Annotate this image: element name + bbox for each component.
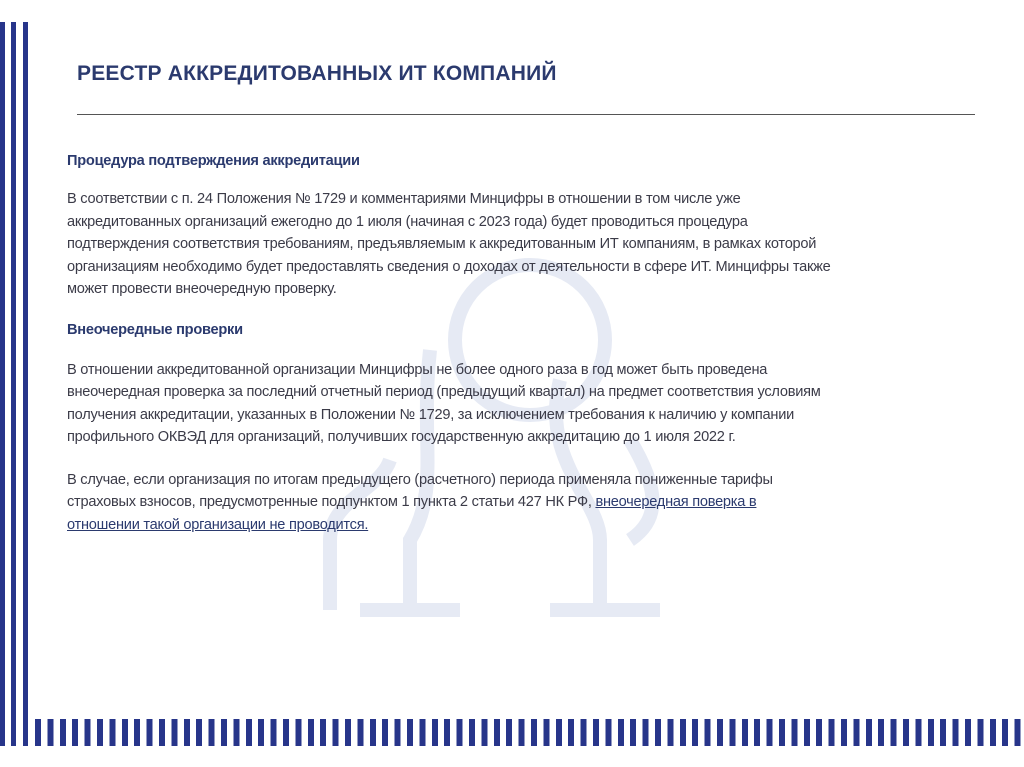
text-line: подтверждения соответствия требованиям, предъявляемым к аккредитованным ИТ компаниям, в рамках которой [67, 236, 817, 252]
text-line: В отношении аккредитованной организации Минцифры не более одного раза в год может быть проведена [67, 361, 768, 378]
text-line: внеочередная проверка за последний отчетный период (предыдущий квартал) на предмет соответствия условиям [67, 384, 821, 400]
text-line: В случае, если организация по итогам предыдущего (расчетного) периода применяла пониженные тарифы [67, 471, 773, 488]
text-line: В соответствии с п. 24 Положения № 1729 и комментариями Минцифры в отношении в том числе уже [67, 191, 741, 207]
left-stripe [23, 22, 28, 746]
exemption-highlight: отношении такой организации не проводится. [67, 516, 369, 533]
text-line: получения аккредитации, указанных в Положении № 1729, за исключением требования к наличию у компании [67, 406, 795, 423]
left-stripe [11, 22, 16, 746]
text-line: может провести внеочередную проверку. [67, 281, 337, 297]
extraordinary-paragraph [67, 359, 987, 449]
section-heading-extraordinary: Внеочередные проверки [67, 321, 243, 338]
text-line: организациям необходимо будет предоставлять сведения о доходах от деятельности в сфере ИТ. Минцифры также [67, 258, 831, 275]
confirmation-paragraph [67, 188, 987, 301]
text-line [67, 491, 987, 514]
text-fragment: страховых взносов, предусмотренные подпунктом 1 пункта 2 статьи 427 НК РФ, [67, 494, 596, 510]
bottom-stripes [35, 719, 1024, 746]
text-line: профильного ОКВЭД для организаций, получивших государственную аккредитацию до 1 июля 2022 г. [67, 429, 736, 445]
exemption-highlight: внеочередная поверка в [595, 494, 757, 510]
title-divider [77, 114, 975, 115]
page-title: РЕЕСТР АККРЕДИТОВАННЫХ ИТ КОМПАНИЙ [77, 62, 557, 85]
text-line: аккредитованных организаций ежегодно до 1 июля (начиная с 2023 года) будет проводиться процедура [67, 213, 748, 230]
left-stripe [0, 22, 5, 746]
exemption-paragraph [67, 469, 987, 537]
slide-content [67, 150, 987, 536]
section-heading-confirmation: Процедура подтверждения аккредитации [67, 153, 360, 169]
